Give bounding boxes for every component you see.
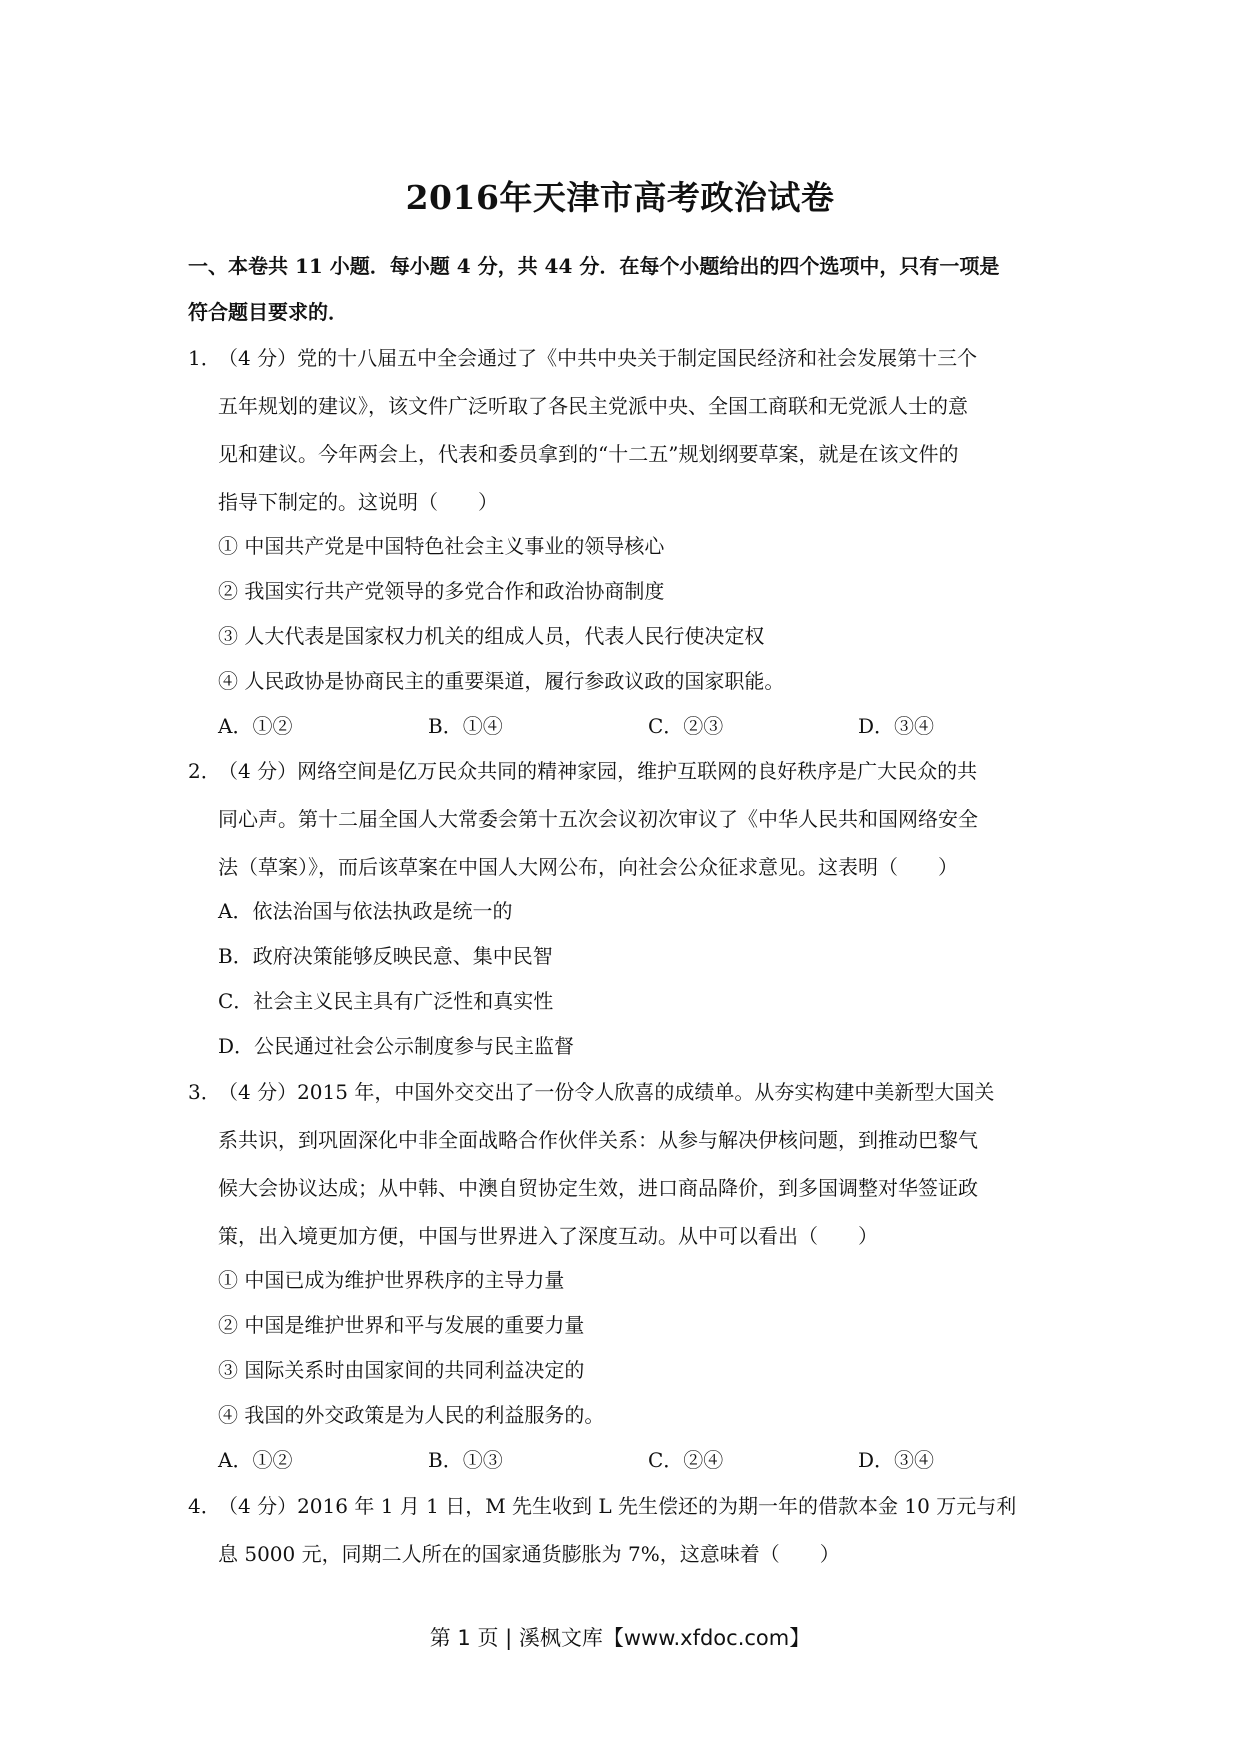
answer-choices: [218, 1444, 1118, 1474]
question-text-line: 法（草案）》，而后该草案在中国人大网公布，向社会公众征求意见。这表明（ ）: [218, 855, 958, 879]
statement-item: ① 中国共产党是中国特色社会主义事业的领导核心: [218, 534, 665, 558]
statement-item: ② 我国实行共产党领导的多党合作和政治协商制度: [218, 579, 665, 603]
statement-item: ① 中国已成为维护世界秩序的主导力量: [218, 1268, 565, 1292]
question-text-line: 息 5000 元，同期二人所在的国家通货膨胀为 7%，这意味着（ ）: [218, 1542, 840, 1566]
question-number: 2．: [188, 759, 221, 783]
statement-item: ② 中国是维护世界和平与发展的重要力量: [218, 1313, 585, 1337]
statement-item: ④ 我国的外交政策是为人民的利益服务的。: [218, 1403, 605, 1427]
question-text-line: 见和建议。今年两会上，代表和委员拿到的“十二五”规划纲要草案，就是在该文件的: [218, 442, 959, 466]
choice-b: B．①④: [428, 714, 503, 738]
question-text-line: （4 分）2016 年 1 月 1 日，M 先生收到 L 先生偿还的为期一年的借款本金 10 万元与利: [218, 1494, 1017, 1518]
option-d: D．公民通过社会公示制度参与民主监督: [218, 1034, 575, 1058]
statement-item: ④ 人民政协是协商民主的重要渠道，履行参政议政的国家职能。: [218, 669, 785, 693]
choice-d: D．③④: [858, 1448, 935, 1472]
page-title: 2016年天津市高考政治试卷: [405, 178, 835, 217]
statement-item: ③ 国际关系时由国家间的共同利益决定的: [218, 1358, 585, 1382]
section-heading-line2: 符合题目要求的．: [188, 300, 348, 324]
question-number: 1．: [188, 346, 221, 370]
choice-c: C．②④: [648, 1448, 724, 1472]
question-number: 3．: [188, 1080, 221, 1104]
question-text-line: 同心声。第十二届全国人大常委会第十五次会议初次审议了《中华人民共和国网络安全: [218, 807, 978, 831]
choice-a: A．①②: [218, 1448, 293, 1472]
question-number: 4．: [188, 1494, 221, 1518]
statement-item: ③ 人大代表是国家权力机关的组成人员，代表人民行使决定权: [218, 624, 765, 648]
option-c: C．社会主义民主具有广泛性和真实性: [218, 989, 554, 1013]
choice-a: A．①②: [218, 714, 293, 738]
question-text-line: 五年规划的建议》，该文件广泛听取了各民主党派中央、全国工商联和无党派人士的意: [218, 394, 968, 418]
page-footer: 第 1 页 | 溪枫文库【www.xfdoc.com】: [429, 1626, 811, 1650]
option-b: B．政府决策能够反映民意、集中民智: [218, 944, 553, 968]
choice-c: C．②③: [648, 714, 724, 738]
choice-b: B．①③: [428, 1448, 503, 1472]
option-a: A．依法治国与依法执政是统一的: [218, 899, 513, 923]
question-text-line: （4 分）网络空间是亿万民众共同的精神家园，维护互联网的良好秩序是广大民众的共: [218, 759, 978, 783]
section-heading-line1: 一、本卷共 11 小题．每小题 4 分，共 44 分．在每个小题给出的四个选项中，只有一项是: [188, 254, 1000, 278]
question-text-line: 指导下制定的。这说明（ ）: [218, 490, 498, 514]
question-text-line: 策，出入境更加方便，中国与世界进入了深度互动。从中可以看出（ ）: [218, 1224, 878, 1248]
question-text-line: 候大会协议达成；从中韩、中澳自贸协定生效，进口商品降价，到多国调整对华签证政: [218, 1176, 978, 1200]
answer-choices: [218, 710, 1118, 740]
choice-d: D．③④: [858, 714, 935, 738]
question-text-line: （4 分）2015 年，中国外交交出了一份令人欣喜的成绩单。从夯实构建中美新型大国关: [218, 1080, 995, 1104]
question-text-line: （4 分）党的十八届五中全会通过了《中共中央关于制定国民经济和社会发展第十三个: [218, 346, 978, 370]
question-text-line: 系共识，到巩固深化中非全面战略合作伙伴关系：从参与解决伊核问题，到推动巴黎气: [218, 1128, 978, 1152]
